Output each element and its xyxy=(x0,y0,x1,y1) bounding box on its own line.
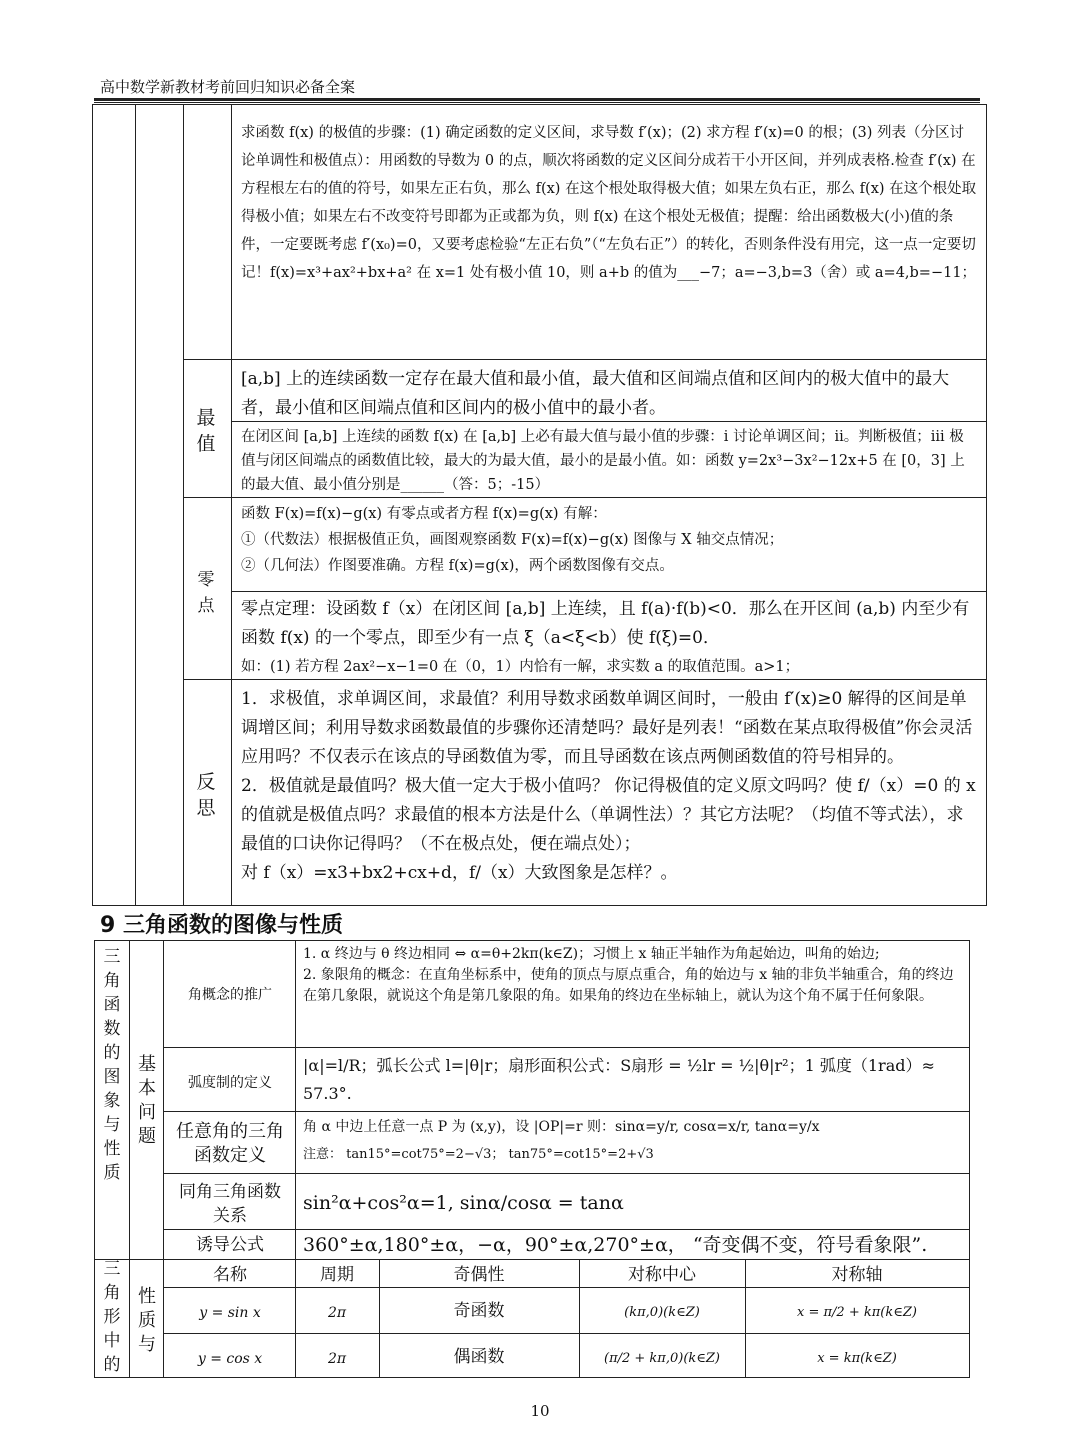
prop-cos-center: (π/2 + kπ,0)(k∈Z) xyxy=(604,1351,720,1366)
left-col-label-1: 三角函数的图象与性质 xyxy=(103,947,121,1183)
zero-point-line-2: ①（代数法）根据极值正负，画图观察函数 F(x)=f(x)−g(x) 图像与 X 轴交点情况； xyxy=(241,532,784,548)
row-divider xyxy=(183,359,986,360)
zero-point-line-1: 函数 F(x)=f(x)−g(x) 有零点或者方程 f(x)=g(x) 有解： xyxy=(241,506,607,522)
zero-point-example: 如：(1) 若方程 2ax²−x−1=0 在（0，1）内恰有一解，求实数 a 的取值范围。a>1； xyxy=(241,659,800,675)
trig-def-note: 注意： tan15°=cot75°=2−√3； tan75°=cot15°=2+√3 xyxy=(303,1147,654,1162)
left-col-label-2: 三角形中的 xyxy=(103,1259,121,1375)
trig-def-formula: 角 α 中边上任意一点 P 为 (x,y)，设 |OP|=r 则：sinα=y/r, cosα=x/r, tanα=y/x xyxy=(303,1119,820,1135)
prop-header-axis: 对称轴 xyxy=(831,1265,883,1285)
page-number: 10 xyxy=(530,1402,550,1420)
max-min-text-2: 在闭区间 [a,b] 上连续的函数 f(x) 在 [a,b] 上必有最大值与最小值的步骤：i 讨论单调区间；ii。判断极值；iii 极值与闭区间端点的函数值比较，最大的为最大值，最小的是最小值。如：函数 y=2x³−3x²−12x+5 在 [0，3] 上的最大值、最小值分别是______（答：5；-15） xyxy=(241,429,965,493)
trig-table xyxy=(94,940,970,1378)
row-text-reduction: 360°±α,180°±α，−α，90°±α,270°±α， “奇变偶不变，符号看象限”. xyxy=(303,1234,928,1256)
row-divider xyxy=(163,1173,969,1174)
zero-point-line-3: ②（几何法）作图要准确。方程 f(x)=g(x)，两个函数图像有交点。 xyxy=(241,558,674,574)
row-divider xyxy=(163,1111,969,1112)
page-header-title: 高中数学新教材考前回归知识必备全案 xyxy=(100,78,356,96)
max-min-label: 最值 xyxy=(196,407,216,455)
prop-header-center: 对称中心 xyxy=(628,1265,696,1285)
row-text-angle: 1. α 终边与 θ 终边相同 ⇔ α=θ+2kπ(k∈Z)；习惯上 x 轴正半轴作为角起始边，叫角的始边; 2. 象限角的概念：在直角坐标系中，使角的顶点与原点重合，角的始边与 x 轴的非负半轴重合，角的终边在第几象限，就说这个角是第几象限的角。如果角的终边在坐标轴上，就认为这个角不属于任何象限。 xyxy=(303,946,954,1004)
basic-issues-label: 基本问题 xyxy=(138,1054,156,1147)
col-divider xyxy=(183,105,184,905)
row-name-trig-def: 任意角的三角函数定义 xyxy=(176,1121,284,1166)
derivative-table xyxy=(92,104,987,906)
prop-cos-axis: x = kπ(k∈Z) xyxy=(817,1351,897,1366)
prop-cos-name: y = cos x xyxy=(197,1351,263,1367)
reflection-text: 1．求极值，求单调区间，求最值？利用导数求函数单调区间时，一般由 f′(x)≥0 解得的区间是单调增区间；利用导数求函数最值的步骤你还清楚吗？最好是列表！“函数在某点取得极值”你会灵活应用吗？不仅表示在该点的导函数值为零，而且导函数在该点两侧函数值的符号相异的。 2．极值就是最值吗？极大值一定大于极小值吗？ 你记得极值的定义原文吗吗？使 f/（x）=0 的 x 的值就是极值点吗？求最值的根本方法是什么（单调性法）？其它方法呢？（均值不等式法），求最值的口诀你记得吗？（不在极点处，便在端点处）； 对 f（x）=x3+bx2+cx+d，f/（x）大致图象是怎样？。 xyxy=(241,689,976,883)
extreme-value-steps: 求函数 f(x) 的极值的步骤：(1) 确定函数的定义区间，求导数 f′(x)；(2) 求方程 f′(x)=0 的根；(3) 列表（分区讨论单调性和极值点）：用函数的导数为 0 的点，顺次将函数的定义区间分成若干小开区间，并列成表格.检查 f′(x) 在方程根左右的值的符号，如果左正右负，那么 f(x) 在这个根处取得极大值；如果左负右正，那么 f(x) 在这个根处取得极小值；如果左右不改变符号即都为正或都为负，则 f(x) 在这个根处无极值；提醒：给出函数极大(小)值的条件，一定要既考虑 f′(x₀)=0，又要考虑检验“左正右负”（“左负右正”）的转化，否则条件没有用完，这一点一定要切记！f(x)=x³+ax²+bx+a² 在 x=1 处有极小值 10，则 a+b 的值为___−7；a=−3,b=3（舍）或 a=4,b=−11； xyxy=(241,125,977,281)
prop-sin-name: y = sin x xyxy=(199,1305,261,1321)
zero-point-label: 零点 xyxy=(197,570,215,616)
row-name-angle: 角概念的推广 xyxy=(188,987,272,1003)
col-divider xyxy=(135,105,136,905)
row-divider xyxy=(95,1259,969,1260)
zero-point-theorem: 零点定理：设函数 f（x）在闭区间 [a,b] 上连续，且 f(a)·f(b)<0．那么在开区间 (a,b) 内至少有函数 f(x) 的一个零点，即至少有一点 ξ（a<ξ<b）使 f(ξ)=0． xyxy=(241,599,970,648)
section-title: 9 三角函数的图像与性质 xyxy=(100,913,343,938)
prop-cos-period: 2π xyxy=(327,1351,347,1367)
reflection-label: 反思 xyxy=(196,771,216,819)
prop-cos-parity: 偶函数 xyxy=(453,1347,505,1367)
prop-header-name: 名称 xyxy=(213,1265,247,1285)
row-divider xyxy=(163,1333,969,1334)
header-rule-thin xyxy=(94,102,980,103)
max-min-text-1: [a,b] 上的连续函数一定存在最大值和最小值，最大值和区间端点值和区间内的极大值中的最大者，最小值和区间端点值和区间内的极小值中的最小者。 xyxy=(241,369,950,418)
row-text-same-angle: sin²α+cos²α=1, sinα/cosα = tanα xyxy=(303,1192,624,1214)
row-text-trig-def xyxy=(297,1113,967,1173)
row-name-radian: 弧度制的定义 xyxy=(188,1075,272,1091)
col-divider xyxy=(231,105,232,905)
zero-point-methods xyxy=(233,497,985,591)
prop-sin-parity: 奇函数 xyxy=(453,1301,505,1321)
row-name-reduction: 诱导公式 xyxy=(196,1235,264,1255)
row-text-radian: |α|=l/R；弧长公式 l=|θ|r；扇形面积公式：S扇形 = ½lr = ½|θ|r²；1 弧度（1rad）≈ 57.3°. xyxy=(303,1056,935,1103)
properties-label: 性质与 xyxy=(138,1286,156,1355)
col-divider xyxy=(129,941,130,1377)
prop-sin-axis: x = π/2 + kπ(k∈Z) xyxy=(797,1305,917,1320)
prop-sin-center: (kπ,0)(k∈Z) xyxy=(624,1305,700,1320)
row-name-same-angle: 同角三角函数关系 xyxy=(179,1182,281,1226)
prop-header-parity: 奇偶性 xyxy=(453,1265,505,1285)
col-divider xyxy=(163,941,164,1377)
prop-sin-period: 2π xyxy=(327,1305,347,1321)
prop-header-period: 周期 xyxy=(320,1265,354,1285)
header-rule xyxy=(94,98,980,101)
row-divider xyxy=(163,1047,969,1048)
